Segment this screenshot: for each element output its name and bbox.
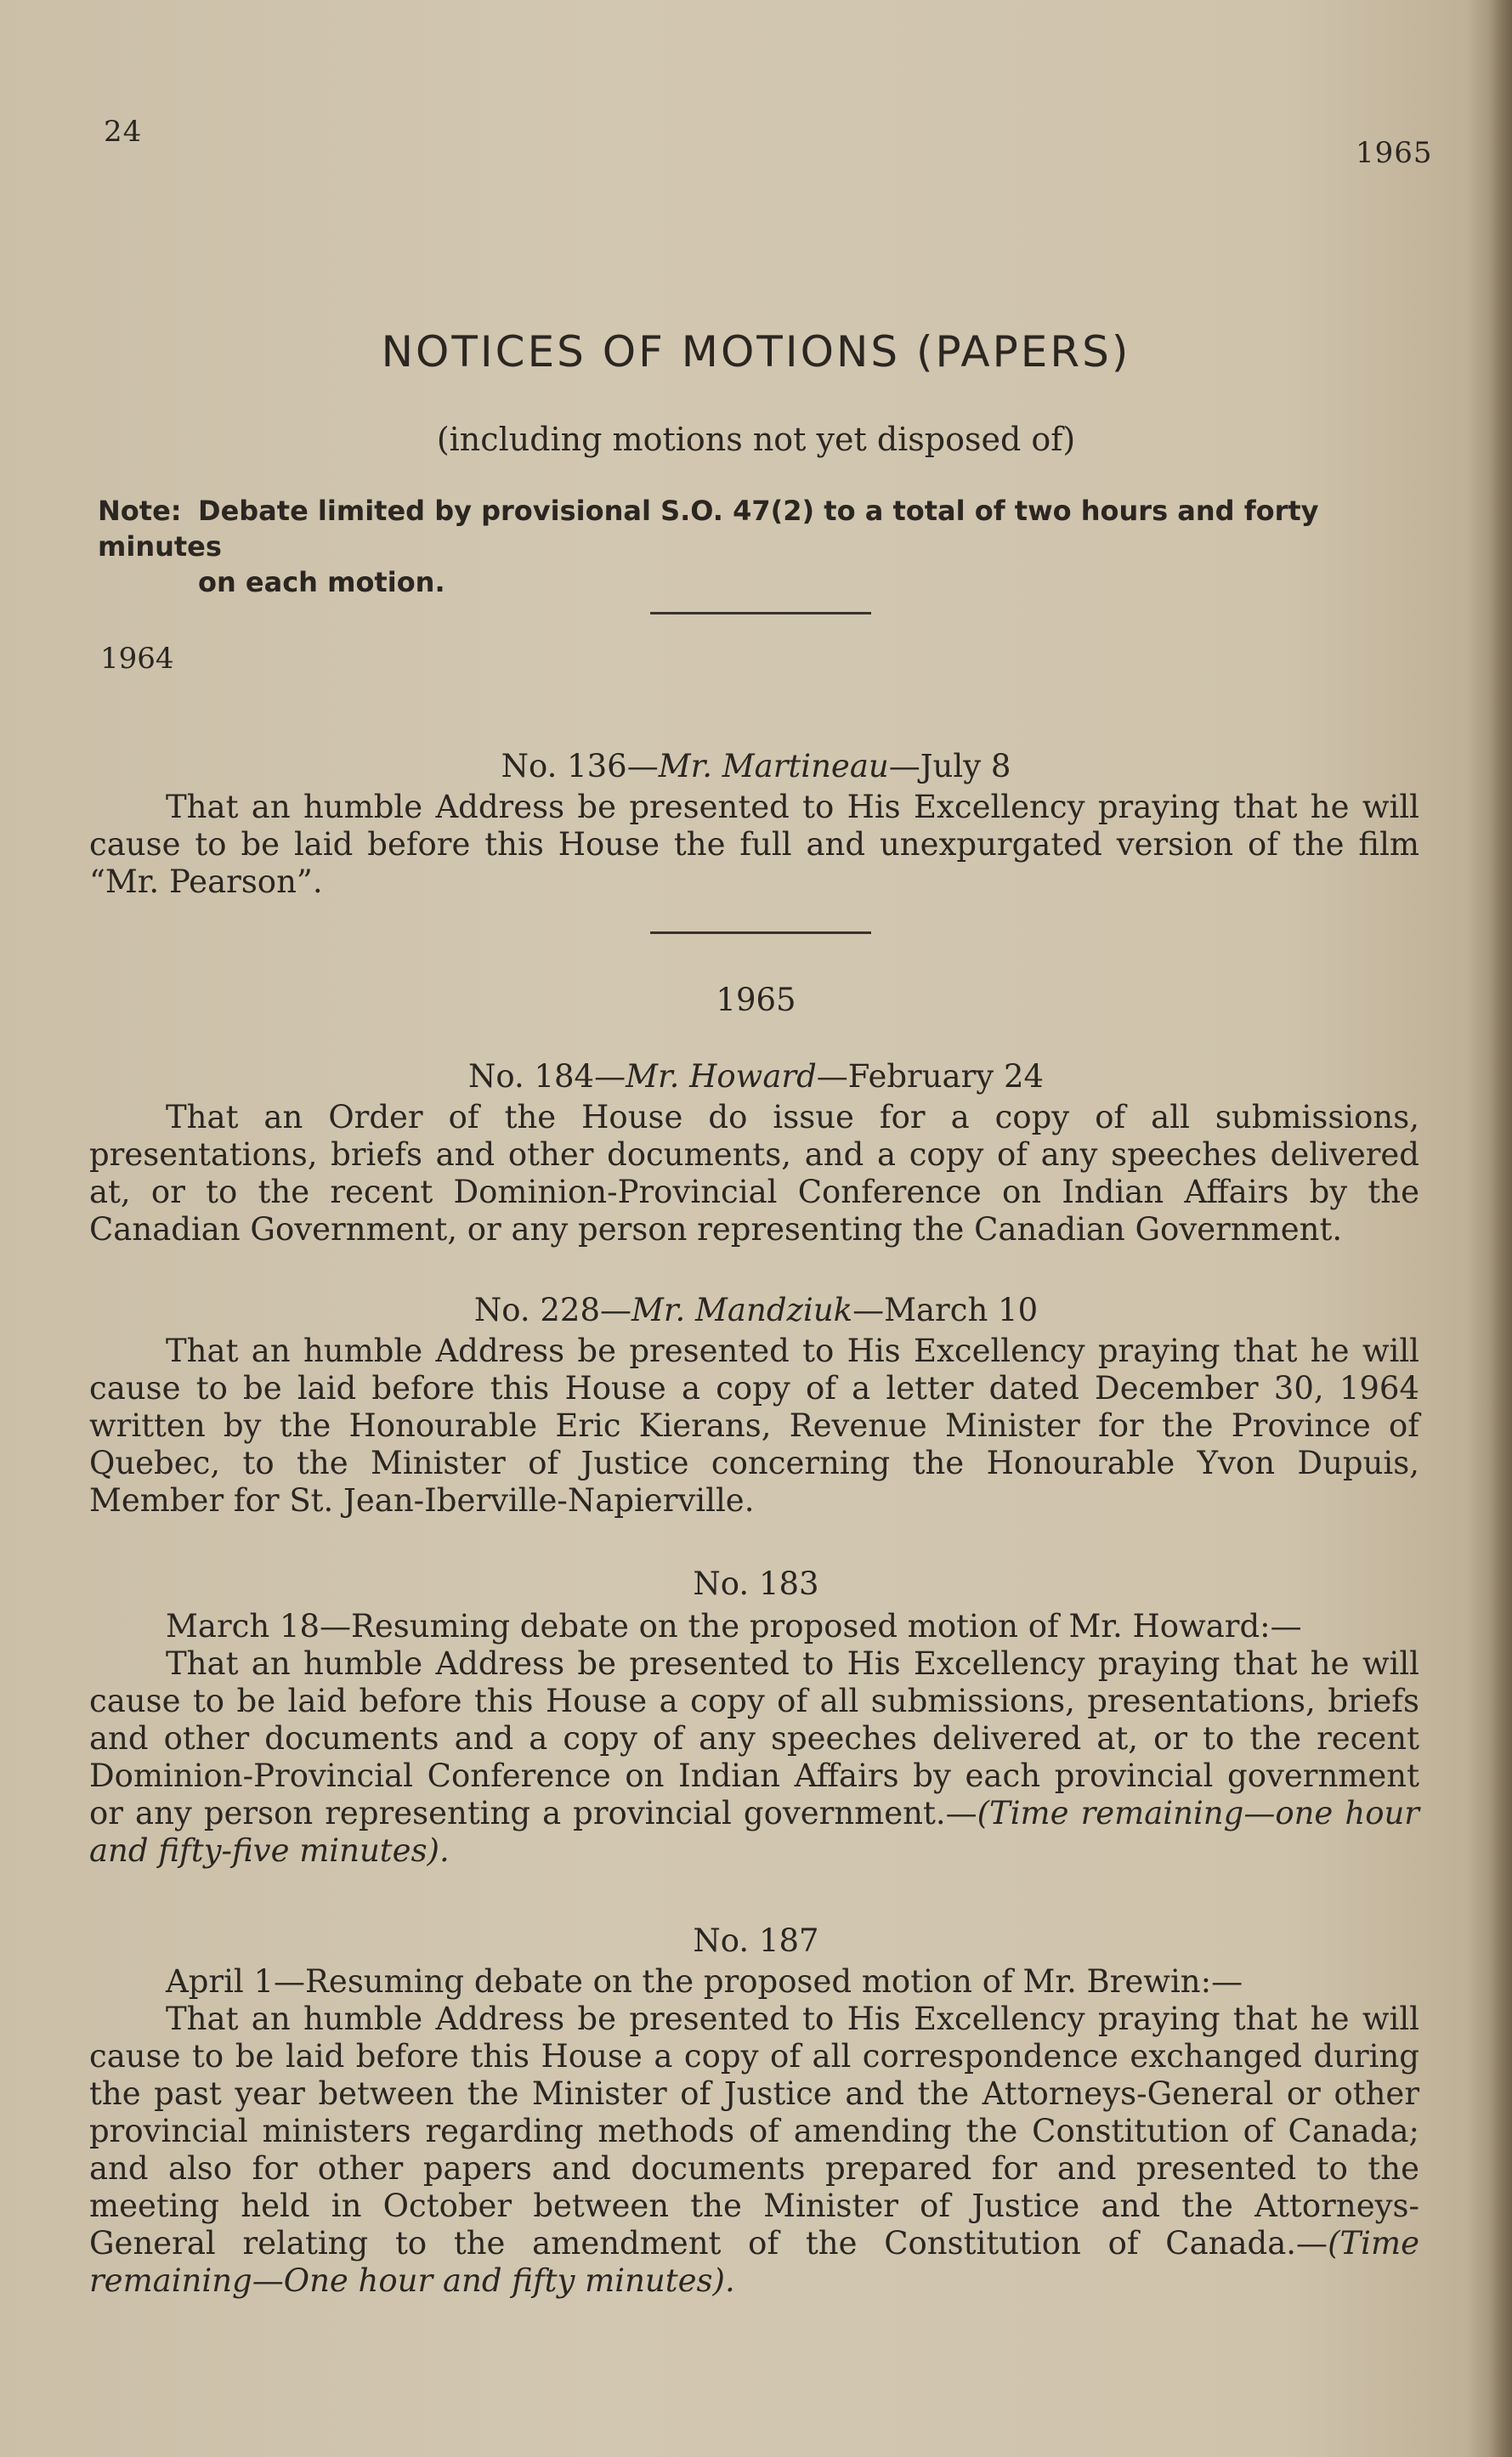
motion-187-text <box>89 1963 1419 2300</box>
motion-body: That an humble Address be presented to His Excellency praying that he will cause to be laid before this House the full and unexpurgated version of the film “Mr. Pearson”. <box>89 789 1419 900</box>
divider-rule <box>650 931 871 934</box>
page-title: NOTICES OF MOTIONS (PAPERS) <box>381 327 1131 376</box>
motion-number: No. 228— <box>473 1292 632 1328</box>
divider-rule <box>650 612 871 614</box>
motion-body: That an humble Address be presented to His Excellency praying that he will cause to be laid before this House a copy of all correspondence exchanged during the past year between the Minister of Justice and the Attorneys-General or other provincial ministers regarding methods of amending the Constitution of Canada; and also for other papers and documents prepared for and presented to the meeting held in October between the Minister of Justice and the Attorneys-General relating to the amendment of the Constitution of Canada.—(Time remaining—One hour and fifty minutes). <box>89 2001 1419 2299</box>
motion-date: —July 8 <box>888 748 1011 784</box>
motion-member: Mr. Martineau <box>658 748 889 784</box>
motion-184-text <box>89 1099 1419 1248</box>
note-line-1: Debate limited by provisional S.O. 47(2) to a total of two hours and forty minutes <box>98 495 1319 563</box>
motion-183-heading: No. 183 <box>693 1565 819 1602</box>
time-remaining: (Time remaining—One hour and fifty minutes). <box>89 2225 1419 2299</box>
motion-number: No. 136— <box>501 748 659 784</box>
motion-228-text <box>89 1333 1419 1520</box>
motion-member: Mr. Mandziuk <box>631 1292 853 1328</box>
motion-date: —March 10 <box>852 1292 1039 1328</box>
page-year: 1965 <box>1356 136 1433 170</box>
motion-228-heading <box>0 1292 1512 1328</box>
motion-183-text <box>89 1608 1419 1870</box>
note-line-2: on each motion. <box>198 566 445 598</box>
motion-184-heading <box>0 1058 1512 1095</box>
motion-member: Mr. Howard <box>626 1058 817 1095</box>
section-year-1965: 1965 <box>716 982 796 1018</box>
motion-body: That an Order of the House do issue for a copy of all submissions, presentations, briefs and other documents, and a copy of any speeches delivered at, or to the recent Dominion-Provincial Conference on Indian Affairs by the Canadian Government, or any person representing the Canadian Government. <box>89 1099 1419 1248</box>
motion-body: That an humble Address be presented to His Excellency praying that he will cause to be laid before this House a copy of all submissions, presentations, briefs and other documents and a copy of any speeches delivered at, or to the recent Dominion-Provincial Conference on Indian Affairs by each provincial government or any person representing a provincial government.—(Time remaining—one hour and fifty-five minutes). <box>89 1645 1419 1869</box>
motion-lead: April 1—Resuming debate on the proposed motion of Mr. Brewin:— <box>166 1963 1243 2000</box>
section-year-1964: 1964 <box>100 642 174 676</box>
debate-note <box>98 493 1424 600</box>
motion-date: —February 24 <box>816 1058 1045 1095</box>
motion-lead: March 18—Resuming debate on the proposed motion of Mr. Howard:— <box>166 1608 1302 1645</box>
motion-136-text <box>89 789 1419 901</box>
motion-number: No. 184— <box>467 1058 626 1095</box>
page-number: 24 <box>104 115 143 149</box>
time-remaining: (Time remaining—one hour and fifty-five minutes). <box>89 1795 1419 1869</box>
motion-187-heading: No. 187 <box>693 1922 819 1959</box>
note-label: Note: <box>98 495 182 527</box>
motion-body: That an humble Address be presented to His Excellency praying that he will cause to be laid before this House a copy of a letter dated December 30, 1964 written by the Honourable Eric Kierans, Revenue Minister for the Province of Quebec, to the Minister of Justice concerning the Honourable Yvon Dupuis, Member for St. Jean-Iberville-Napierville. <box>89 1333 1419 1519</box>
page-subtitle: (including motions not yet disposed of) <box>436 421 1076 458</box>
motion-136-heading <box>0 748 1512 784</box>
